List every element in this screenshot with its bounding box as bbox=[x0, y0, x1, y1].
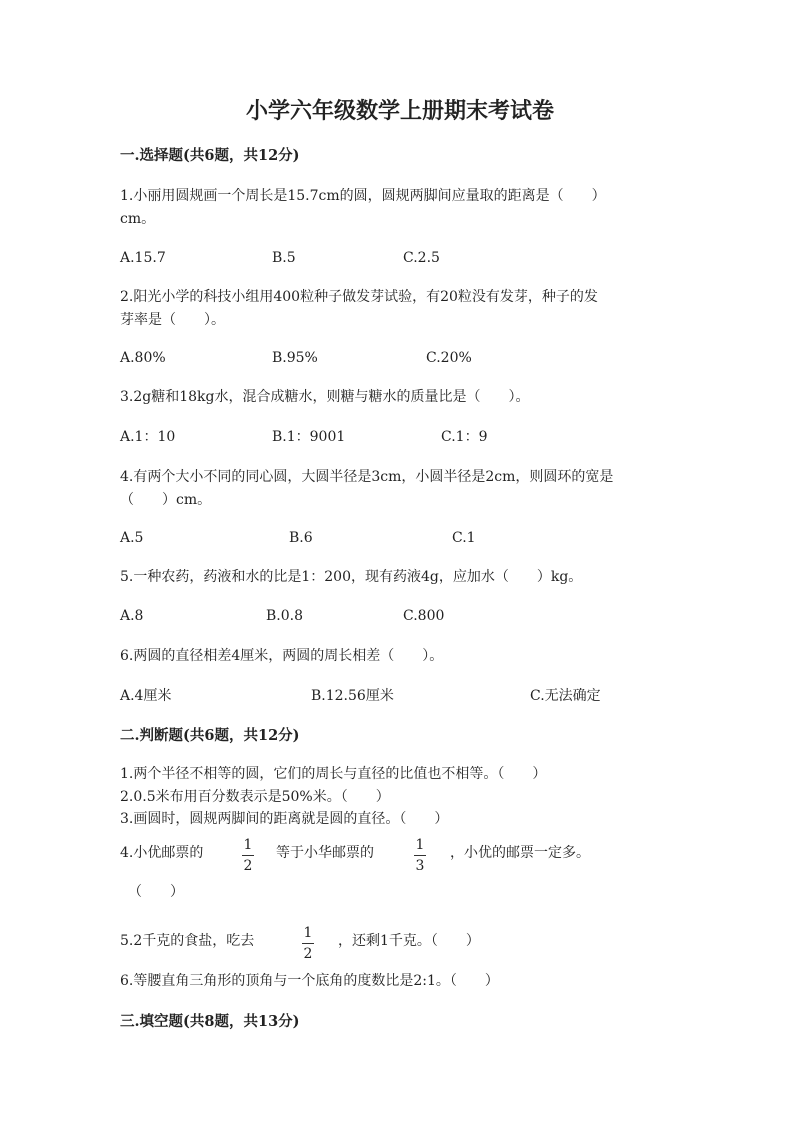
question-2-option-c: C.20% bbox=[426, 350, 472, 366]
judge-question-4-part-b: 等于小华邮票的 bbox=[276, 845, 374, 861]
question-1-option-b: B.5 bbox=[272, 250, 296, 266]
fraction-denominator: 2 bbox=[243, 858, 253, 874]
question-3-option-c: C.1：9 bbox=[441, 429, 488, 445]
fraction-bar bbox=[414, 855, 426, 856]
fraction-numerator: 1 bbox=[243, 837, 253, 853]
question-5-option-b: B.0.8 bbox=[266, 608, 304, 624]
question-6-line-1: 6.两圆的直径相差4厘米，两圆的周长相差（ ）。 bbox=[120, 648, 444, 664]
question-2-option-a: A.80% bbox=[120, 350, 166, 366]
question-1-line-2: cm。 bbox=[120, 211, 156, 227]
fraction-denominator: 3 bbox=[415, 858, 425, 874]
question-3-line-1: 3.2g糖和18kg水，混合成糖水，则糖与糖水的质量比是（ ）。 bbox=[120, 389, 530, 405]
question-6-option-c: C.无法确定 bbox=[530, 688, 601, 704]
page-title: 小学六年级数学上册期末考试卷 bbox=[245, 98, 554, 124]
question-3-option-b: B.1：9001 bbox=[272, 429, 346, 445]
section-1-heading: 一.选择题(共6题，共12分) bbox=[120, 147, 300, 164]
question-6-option-a: A.4厘米 bbox=[120, 688, 172, 704]
question-4-line-1: 4.有两个大小不同的同心圆，大圆半径是3cm，小圆半径是2cm，则圆环的宽是 bbox=[120, 469, 614, 485]
judge-question-2: 2.0.5米布用百分数表示是50%米。（ ） bbox=[120, 789, 390, 805]
question-5-option-a: A.8 bbox=[120, 608, 144, 624]
fraction-one-third bbox=[414, 838, 426, 873]
fraction-one-half bbox=[242, 838, 254, 873]
question-4-line-2: （ ）cm。 bbox=[120, 492, 212, 508]
question-4-option-c: C.1 bbox=[452, 530, 476, 546]
section-2-heading: 二.判断题(共6题，共12分) bbox=[120, 727, 300, 744]
judge-question-5-part-b: ，还剩1千克。（ ） bbox=[338, 933, 480, 949]
question-2-line-2: 芽率是（ ）。 bbox=[120, 312, 225, 328]
question-3-option-a: A.1：10 bbox=[120, 429, 176, 445]
judge-question-5-part-a: 5.2千克的食盐，吃去 bbox=[120, 933, 255, 949]
fraction-numerator: 1 bbox=[303, 925, 313, 941]
question-1-option-a: A.15.7 bbox=[120, 250, 166, 266]
fraction-bar bbox=[302, 943, 314, 944]
question-4-option-a: A.5 bbox=[120, 530, 144, 546]
judge-question-4-blank: （ ） bbox=[128, 884, 184, 900]
fraction-denominator: 2 bbox=[303, 946, 313, 962]
judge-question-6: 6.等腰直角三角形的顶角与一个底角的度数比是2:1。（ ） bbox=[120, 973, 499, 989]
section-3-heading: 三.填空题(共8题，共13分) bbox=[120, 1013, 300, 1030]
fraction-bar bbox=[242, 855, 254, 856]
judge-question-1: 1.两个半径不相等的圆，它们的周长与直径的比值也不相等。（ ） bbox=[120, 766, 547, 782]
question-6-option-b: B.12.56厘米 bbox=[311, 688, 394, 704]
judge-question-4-part-c: ，小优的邮票一定多。 bbox=[450, 845, 590, 861]
question-5-option-c: C.800 bbox=[403, 608, 445, 624]
fraction-numerator: 1 bbox=[415, 837, 425, 853]
question-4-option-b: B.6 bbox=[289, 530, 313, 546]
question-2-option-b: B.95% bbox=[272, 350, 318, 366]
judge-question-4-part-a: 4.小优邮票的 bbox=[120, 845, 204, 861]
fraction-one-half bbox=[302, 926, 314, 961]
judge-question-3: 3.画圆时，圆规两脚间的距离就是圆的直径。（ ） bbox=[120, 811, 449, 827]
question-1-option-c: C.2.5 bbox=[403, 250, 440, 266]
question-2-line-1: 2.阳光小学的科技小组用400粒种子做发芽试验，有20粒没有发芽，种子的发 bbox=[120, 289, 598, 305]
question-5-line-1: 5.一种农药，药液和水的比是1：200，现有药液4g，应加水（ ）kg。 bbox=[120, 569, 583, 585]
question-1-line-1: 1.小丽用圆规画一个周长是15.7cm的圆，圆规两脚间应量取的距离是（ ） bbox=[120, 188, 606, 204]
